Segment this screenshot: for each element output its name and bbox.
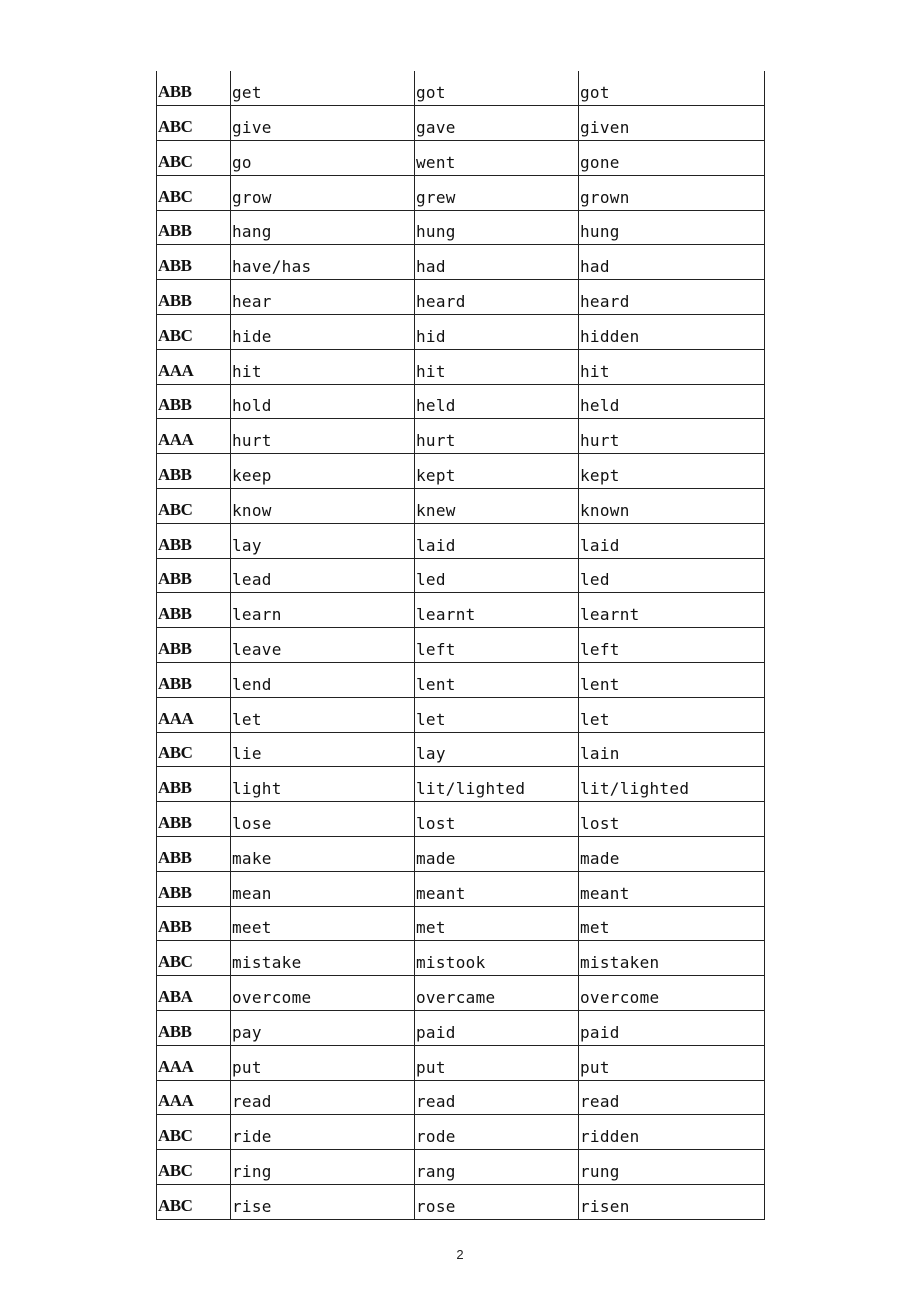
table-row: [157, 523, 765, 558]
table-row: [157, 141, 765, 176]
pattern-cell: ABB: [157, 523, 231, 558]
base-form-cell: give: [231, 106, 415, 141]
table-row: [157, 767, 765, 802]
past-tense-cell: lent: [415, 663, 579, 698]
table-row: [157, 1045, 765, 1080]
table-row: [157, 1185, 765, 1220]
table-row: [157, 802, 765, 837]
table-row: [157, 628, 765, 663]
past-tense-cell: rose: [415, 1185, 579, 1220]
pattern-cell: ABB: [157, 245, 231, 280]
past-participle-cell: gone: [579, 141, 765, 176]
past-participle-cell: laid: [579, 523, 765, 558]
past-participle-cell: lit/lighted: [579, 767, 765, 802]
base-form-cell: ride: [231, 1115, 415, 1150]
base-form-cell: get: [231, 71, 415, 106]
base-form-cell: meet: [231, 906, 415, 941]
past-tense-cell: gave: [415, 106, 579, 141]
pattern-cell: ABC: [157, 732, 231, 767]
past-tense-cell: lit/lighted: [415, 767, 579, 802]
pattern-cell: ABC: [157, 1150, 231, 1185]
past-participle-cell: ridden: [579, 1115, 765, 1150]
pattern-cell: ABB: [157, 384, 231, 419]
base-form-cell: go: [231, 141, 415, 176]
base-form-cell: have/has: [231, 245, 415, 280]
pattern-cell: ABB: [157, 280, 231, 315]
past-tense-cell: hid: [415, 315, 579, 350]
pattern-cell: ABB: [157, 871, 231, 906]
table-row: [157, 349, 765, 384]
pattern-cell: ABB: [157, 802, 231, 837]
past-participle-cell: made: [579, 837, 765, 872]
table-row: [157, 837, 765, 872]
pattern-cell: ABB: [157, 663, 231, 698]
table-row: [157, 175, 765, 210]
past-participle-cell: let: [579, 697, 765, 732]
past-participle-cell: held: [579, 384, 765, 419]
past-participle-cell: heard: [579, 280, 765, 315]
table-row: [157, 1080, 765, 1115]
pattern-cell: ABB: [157, 906, 231, 941]
pattern-cell: ABB: [157, 558, 231, 593]
past-tense-cell: meant: [415, 871, 579, 906]
table-row: [157, 315, 765, 350]
past-tense-cell: met: [415, 906, 579, 941]
base-form-cell: let: [231, 697, 415, 732]
table-row: [157, 941, 765, 976]
past-participle-cell: mistaken: [579, 941, 765, 976]
past-tense-cell: hit: [415, 349, 579, 384]
base-form-cell: know: [231, 489, 415, 524]
past-tense-cell: put: [415, 1045, 579, 1080]
table-row: [157, 732, 765, 767]
past-participle-cell: hurt: [579, 419, 765, 454]
past-tense-cell: got: [415, 71, 579, 106]
past-tense-cell: paid: [415, 1011, 579, 1046]
past-participle-cell: grown: [579, 175, 765, 210]
past-participle-cell: lain: [579, 732, 765, 767]
table-row: [157, 280, 765, 315]
past-tense-cell: lay: [415, 732, 579, 767]
table-row: [157, 593, 765, 628]
base-form-cell: leave: [231, 628, 415, 663]
base-form-cell: lay: [231, 523, 415, 558]
pattern-cell: ABC: [157, 106, 231, 141]
base-form-cell: keep: [231, 454, 415, 489]
pattern-cell: ABC: [157, 1185, 231, 1220]
table-row: [157, 106, 765, 141]
past-tense-cell: hung: [415, 210, 579, 245]
pattern-cell: ABC: [157, 489, 231, 524]
past-participle-cell: left: [579, 628, 765, 663]
past-tense-cell: went: [415, 141, 579, 176]
base-form-cell: mistake: [231, 941, 415, 976]
base-form-cell: lend: [231, 663, 415, 698]
past-tense-cell: overcame: [415, 976, 579, 1011]
past-participle-cell: lent: [579, 663, 765, 698]
base-form-cell: lead: [231, 558, 415, 593]
base-form-cell: grow: [231, 175, 415, 210]
table-row: [157, 454, 765, 489]
pattern-cell: AAA: [157, 349, 231, 384]
past-participle-cell: kept: [579, 454, 765, 489]
pattern-cell: ABC: [157, 941, 231, 976]
table-row: [157, 558, 765, 593]
past-participle-cell: paid: [579, 1011, 765, 1046]
past-participle-cell: met: [579, 906, 765, 941]
base-form-cell: put: [231, 1045, 415, 1080]
past-participle-cell: hidden: [579, 315, 765, 350]
past-participle-cell: overcome: [579, 976, 765, 1011]
past-tense-cell: read: [415, 1080, 579, 1115]
table-row: [157, 419, 765, 454]
base-form-cell: lie: [231, 732, 415, 767]
past-tense-cell: grew: [415, 175, 579, 210]
table-row: [157, 489, 765, 524]
past-participle-cell: got: [579, 71, 765, 106]
past-tense-cell: lost: [415, 802, 579, 837]
table-row: [157, 1011, 765, 1046]
past-tense-cell: let: [415, 697, 579, 732]
table-row: [157, 245, 765, 280]
base-form-cell: mean: [231, 871, 415, 906]
pattern-cell: AAA: [157, 697, 231, 732]
past-participle-cell: hung: [579, 210, 765, 245]
pattern-cell: AAA: [157, 419, 231, 454]
pattern-cell: ABB: [157, 454, 231, 489]
pattern-cell: ABB: [157, 71, 231, 106]
past-tense-cell: held: [415, 384, 579, 419]
pattern-cell: ABB: [157, 767, 231, 802]
pattern-cell: ABA: [157, 976, 231, 1011]
verb-table-body: [157, 71, 765, 1219]
past-participle-cell: read: [579, 1080, 765, 1115]
past-tense-cell: learnt: [415, 593, 579, 628]
base-form-cell: ring: [231, 1150, 415, 1185]
irregular-verb-table: [156, 71, 765, 1220]
past-tense-cell: heard: [415, 280, 579, 315]
past-participle-cell: learnt: [579, 593, 765, 628]
past-participle-cell: rung: [579, 1150, 765, 1185]
table-row: [157, 697, 765, 732]
table-row: [157, 71, 765, 106]
past-participle-cell: led: [579, 558, 765, 593]
table-row: [157, 906, 765, 941]
past-tense-cell: rang: [415, 1150, 579, 1185]
base-form-cell: pay: [231, 1011, 415, 1046]
base-form-cell: rise: [231, 1185, 415, 1220]
pattern-cell: ABB: [157, 837, 231, 872]
past-participle-cell: put: [579, 1045, 765, 1080]
table-row: [157, 1115, 765, 1150]
past-tense-cell: mistook: [415, 941, 579, 976]
past-tense-cell: laid: [415, 523, 579, 558]
base-form-cell: overcome: [231, 976, 415, 1011]
base-form-cell: lose: [231, 802, 415, 837]
past-participle-cell: known: [579, 489, 765, 524]
table-row: [157, 210, 765, 245]
base-form-cell: hear: [231, 280, 415, 315]
pattern-cell: ABC: [157, 1115, 231, 1150]
table-row: [157, 871, 765, 906]
past-tense-cell: kept: [415, 454, 579, 489]
past-participle-cell: hit: [579, 349, 765, 384]
base-form-cell: learn: [231, 593, 415, 628]
past-tense-cell: knew: [415, 489, 579, 524]
table-row: [157, 663, 765, 698]
base-form-cell: make: [231, 837, 415, 872]
base-form-cell: hang: [231, 210, 415, 245]
page-number: 2: [456, 1247, 464, 1262]
base-form-cell: read: [231, 1080, 415, 1115]
base-form-cell: hide: [231, 315, 415, 350]
past-tense-cell: hurt: [415, 419, 579, 454]
past-participle-cell: had: [579, 245, 765, 280]
past-participle-cell: risen: [579, 1185, 765, 1220]
base-form-cell: hold: [231, 384, 415, 419]
pattern-cell: ABB: [157, 593, 231, 628]
base-form-cell: hit: [231, 349, 415, 384]
pattern-cell: AAA: [157, 1045, 231, 1080]
pattern-cell: ABC: [157, 175, 231, 210]
table-row: [157, 384, 765, 419]
table-row: [157, 976, 765, 1011]
base-form-cell: light: [231, 767, 415, 802]
past-participle-cell: meant: [579, 871, 765, 906]
past-participle-cell: lost: [579, 802, 765, 837]
pattern-cell: ABB: [157, 210, 231, 245]
past-tense-cell: had: [415, 245, 579, 280]
base-form-cell: hurt: [231, 419, 415, 454]
table-row: [157, 1150, 765, 1185]
pattern-cell: ABB: [157, 1011, 231, 1046]
past-tense-cell: left: [415, 628, 579, 663]
past-tense-cell: rode: [415, 1115, 579, 1150]
past-tense-cell: led: [415, 558, 579, 593]
pattern-cell: AAA: [157, 1080, 231, 1115]
pattern-cell: ABC: [157, 315, 231, 350]
pattern-cell: ABB: [157, 628, 231, 663]
past-participle-cell: given: [579, 106, 765, 141]
past-tense-cell: made: [415, 837, 579, 872]
pattern-cell: ABC: [157, 141, 231, 176]
